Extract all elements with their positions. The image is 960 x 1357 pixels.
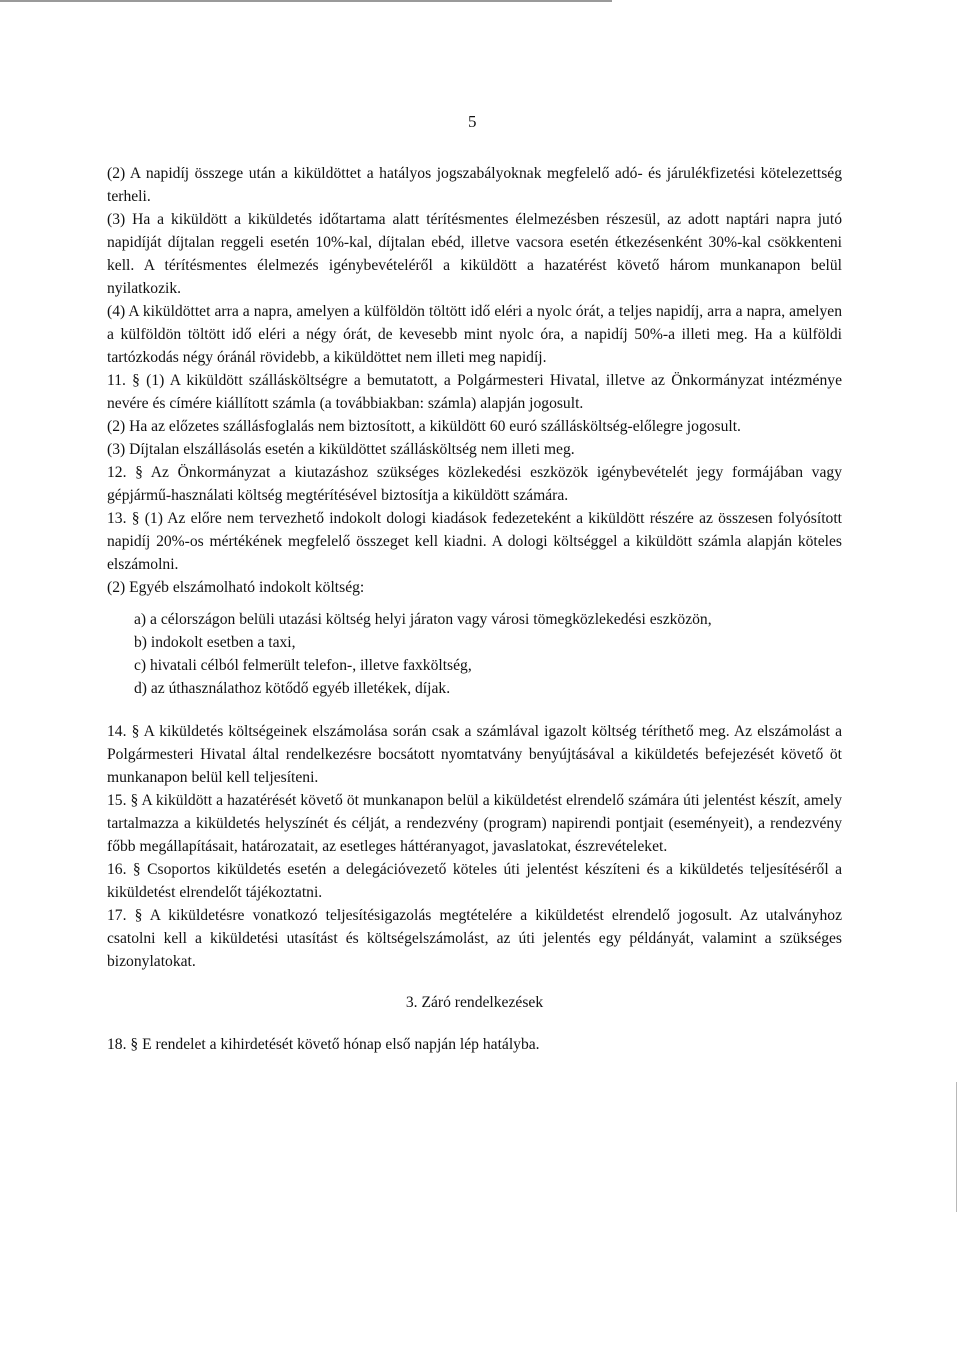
- page-number: 5: [468, 112, 477, 131]
- scan-top-border: [0, 0, 612, 2]
- list-item: b) indokolt esetben a taxi,: [134, 634, 296, 651]
- paragraph-egyeb-koltseg: (2) Egyéb elszámolható indokolt költség:: [107, 579, 365, 596]
- section-heading: 3. Záró rendelkezések: [405, 994, 544, 1011]
- paragraph-section-17: 17. § A kiküldetésre vonatkozó teljesítésigazolás megtételére a kiküldetést elrendelő jogosult. Az utalványhoz csatolni kell a kiküldetési utasítást és költségelszámolást, az úti jelentés egy példányát, valamint a szükséges bizonylatokat.: [107, 907, 842, 970]
- cost-list: [134, 608, 842, 700]
- paragraph-section-11: 11. § (1) A kiküldött szállásköltségre a bemutatott, a Polgármesteri Hivatal, illetve az Önkormányzat intézménye nevére és címére kiállított számla (a továbbiakban: számla) alapján jogosult.: [107, 372, 842, 412]
- paragraph-napidij-ado: (2) A napidíj összege után a kiküldöttet a hatályos jogszabályoknak megfelelő adó- és járulékfizetési kötelezettség terheli.: [107, 165, 842, 205]
- paragraph-section-13: 13. § (1) Az előre nem tervezhető indokolt dologi kiadások fedezeteként a kiküldött részére az összesen folyósított napidíj 20%-os mértékének megfelelő összeget kell kiadni. A dologi költséggel a kiküldött számla alapján köteles elszámolni.: [107, 510, 842, 573]
- paragraph-section-18: 18. § E rendelet a kihirdetését követő hónap első napján lép hatályba.: [107, 1036, 540, 1053]
- list-item: d) az úthasználathoz kötődő egyéb illetékek, díjak.: [134, 680, 451, 697]
- list-item: c) hivatali célból felmerült telefon-, illetve faxköltség,: [134, 657, 472, 674]
- scan-edge-mark: [956, 1082, 957, 1212]
- paragraph-section-12: 12. § Az Önkormányzat a kiutazáshoz szükséges közlekedési eszközök igénybevételét jegy formájában vagy gépjármű-használati költség megtérítésével biztosítja a kiküldött számára.: [107, 464, 842, 504]
- paragraph-section-15: 15. § A kiküldött a hazatérését követő öt munkanapon belül a kiküldetést elrendelő számára úti jelentést készít, amely tartalmazza a kiküldetés helyszínét és célját, a rendezvény (program) napirendi pontjait (eseményeit), a rendezvény főbb megállapításait, határozatait, az esetleges háttéranyagot, javaslatokat, észrevételeket.: [107, 792, 842, 855]
- paragraph-dijtalan-szallas: (3) Díjtalan elszállásolás esetén a kiküldöttet szállásköltség nem illeti meg.: [107, 441, 575, 458]
- paragraph-section-16: 16. § Csoportos kiküldetés esetén a delegációvezető köteles úti jelentést készíteni és a kiküldetés teljesítéséről a kiküldetést elrendelőt tájékoztatni.: [107, 861, 842, 901]
- list-item: a) a célországon belüli utazási költség helyi járaton vagy városi tömegközlekedési eszközön,: [134, 611, 712, 628]
- paragraph-elelmezes: (3) Ha a kiküldött a kiküldetés időtartama alatt térítésmentes élelmezésben részesül, az adott naptári napra jutó napidíját díjtalan reggeli esetén 10%-kal, díjtalan ebéd, illetve vacsora esetén étkezésenként 30%-kal csökkenteni kell. A térítésmentes élelmezés igénybevételéről a kiküldött a hazatérést követő három munkanapon belül nyilatkozik.: [107, 211, 842, 297]
- paragraph-szallaselolege: (2) Ha az előzetes szállásfoglalás nem biztosított, a kiküldött 60 euró szállásköltség-előlegre jogosult.: [107, 418, 741, 435]
- document-body: [107, 162, 842, 1056]
- paragraph-kulfoldi-napidij: (4) A kiküldöttet arra a napra, amelyen a külföldön töltött idő eléri a nyolc órát, a teljes napidíj, arra a napra, amelyen a külföldön töltött idő eléri a négy órát, de kevesebb mint nyolc óra, a napidíj 50%-a illeti meg. Ha a külföldi tartózkodás négy óránál rövidebb, a kiküldöttet nem illeti meg napidíj.: [107, 303, 842, 366]
- paragraph-section-14: 14. § A kiküldetés költségeinek elszámolása során csak a számlával igazolt költség téríthető meg. Az elszámolást a Polgármesteri Hivatal által rendelkezésre bocsátott nyomtatvány benyújtásával a kiküldetés befejezését követő öt munkanapon belül kell teljesíteni.: [107, 723, 842, 786]
